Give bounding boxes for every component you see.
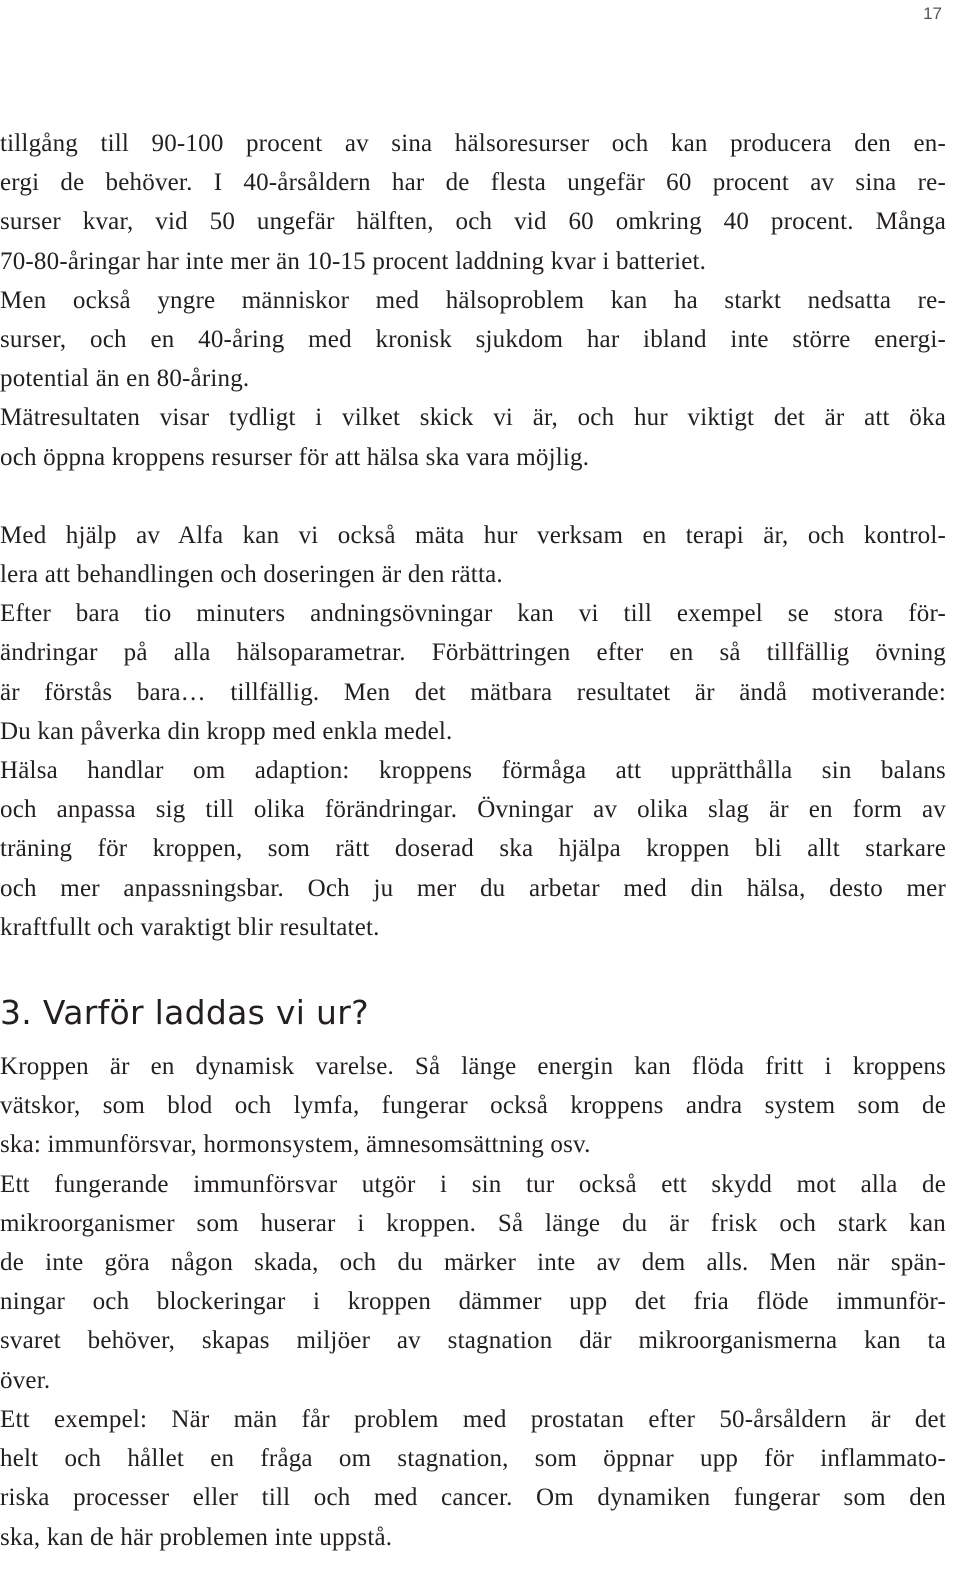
text-line: träning för kroppen, som rätt doserad ska hjälpa kroppen bli allt starkare: [0, 835, 946, 863]
text-line: ska, kan de här problemen inte uppstå.: [0, 1523, 393, 1551]
text-line: ändringar på alla hälsoparametrar. Förbättringen efter en så tillfällig övning: [0, 639, 946, 667]
text-line: och anpassa sig till olika förändringar. Övningar av olika slag är en form av: [0, 796, 946, 824]
text-line: tillgång till 90-100 procent av sina hälsoresurser och kan producera den en-: [0, 130, 946, 157]
section-intro-text: [0, 124, 946, 477]
text-line: Kroppen är en dynamisk varelse. Så länge energin kan flöda fritt i kroppens: [0, 1053, 946, 1081]
text-line: riska processer eller till och med cancer. Om dynamiken fungerar som den: [0, 1484, 946, 1512]
paragraph-gap: [0, 947, 946, 986]
text-line: mikroorganismer som huserar i kroppen. Så länge du är frisk och stark kan: [0, 1209, 946, 1237]
text-line: de inte göra någon skada, och du märker inte av dem alls. Men när spän-: [0, 1249, 946, 1277]
text-line: vätskor, som blod och lymfa, fungerar också kroppens andra system som de: [0, 1092, 946, 1120]
text-line: Ett exempel: När män får problem med prostatan efter 50-årsåldern är det: [0, 1405, 946, 1433]
section-alfa-text: [0, 516, 946, 947]
section-dynamics-text: [0, 1047, 946, 1557]
text-line: och mer anpassningsbar. Och ju mer du arbetar med din hälsa, desto mer: [0, 874, 946, 902]
text-line: 70-80-åringar har inte mer än 10-15 procent laddning kvar i batteriet.: [0, 247, 707, 275]
text-line: kraftfullt och varaktigt blir resultatet.: [0, 913, 380, 941]
text-line: är förstås bara… tillfällig. Men det mätbara resultatet är ändå motiverande:: [0, 678, 946, 706]
text-line: Men också yngre människor med hälsoproblem kan ha starkt nedsatta re-: [0, 286, 946, 314]
text-line: ska: immunförsvar, hormonsystem, ämnesomsättning osv.: [0, 1131, 591, 1159]
text-line: potential än en 80-åring.: [0, 365, 250, 393]
paragraph-gap: [0, 477, 946, 516]
text-line: surser kvar, vid 50 ungefär hälften, och vid 60 omkring 40 procent. Många: [0, 208, 946, 236]
text-line: Du kan påverka din kropp med enkla medel.: [0, 717, 453, 745]
page-body: [0, 124, 946, 1557]
text-line: surser, och en 40-åring med kronisk sjukdom har ibland inte större energi-: [0, 326, 946, 354]
text-line: helt och hållet en fråga om stagnation, som öppnar upp för inflammato-: [0, 1445, 946, 1473]
text-line: svaret behöver, skapas miljöer av stagnation där mikroorganismerna kan ta: [0, 1327, 946, 1355]
text-line: lera att behandlingen och doseringen är den rätta.: [0, 561, 503, 589]
text-line: ningar och blockeringar i kroppen dämmer upp det fria flöde immunför-: [0, 1288, 946, 1316]
text-line: Mätresultaten visar tydligt i vilket skick vi är, och hur viktigt det är att öka: [0, 404, 946, 432]
text-line: Hälsa handlar om adaption: kroppens förmåga att upprätthålla sin balans: [0, 757, 946, 785]
page-number: 17: [923, 4, 942, 23]
text-line: Ett fungerande immunförsvar utgör i sin tur också ett skydd mot alla de: [0, 1170, 946, 1198]
section-heading: 3. Varför laddas vi ur?: [0, 993, 369, 1033]
text-line: Med hjälp av Alfa kan vi också mäta hur verksam en terapi är, och kontrol-: [0, 521, 946, 549]
text-line: över.: [0, 1366, 51, 1394]
text-line: och öppna kroppens resurser för att hälsa ska vara möjlig.: [0, 443, 590, 471]
text-line: Efter bara tio minuters andningsövningar kan vi till exempel se stora för-: [0, 600, 946, 628]
text-line: ergi de behöver. I 40-årsåldern har de flesta ungefär 60 procent av sina re-: [0, 169, 946, 197]
